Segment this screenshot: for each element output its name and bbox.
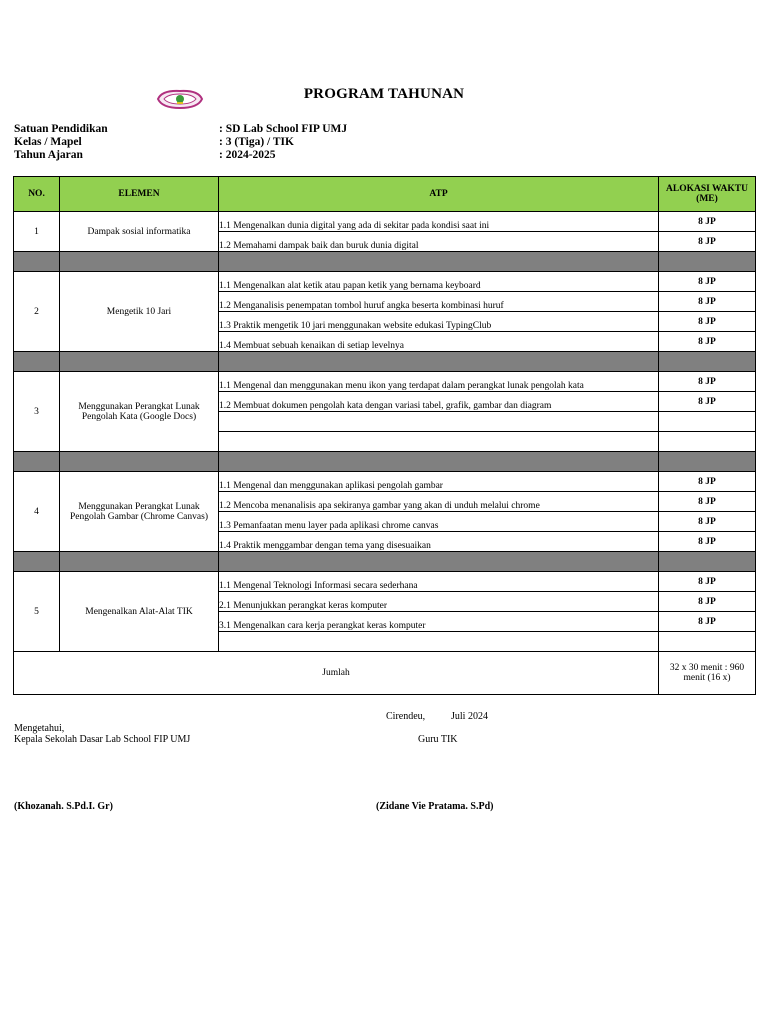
row-number: 4 [14, 472, 60, 552]
atp-cell: 1.4 Praktik menggambar dengan tema yang disesuaikan [219, 532, 659, 552]
atp-cell: 1.2 Mencoba menanalisis apa sekiranya gambar yang akan di unduh melalui chrome [219, 492, 659, 512]
elemen-cell: Menggunakan Perangkat Lunak Pengolah Kata (Google Docs) [60, 372, 219, 452]
header-atp: ATP [219, 177, 659, 212]
table-row [14, 572, 756, 592]
total-row [14, 652, 756, 695]
jp-cell: 8 JP [659, 332, 756, 352]
tahun-label: Tahun Ajaran [14, 149, 83, 161]
atp-cell: 1.1 Mengenalkan alat ketik atau papan ketik yang bernama keyboard [219, 272, 659, 292]
jp-cell: 8 JP [659, 512, 756, 532]
jp-cell: 8 JP [659, 592, 756, 612]
footer-place: Cirendeu, [386, 711, 426, 722]
separator-row [14, 552, 756, 572]
footer-guru-name: (Zidane Vie Pratama. S.Pd) [376, 801, 494, 812]
atp-cell [219, 632, 659, 652]
row-number: 1 [14, 212, 60, 252]
table-row [14, 372, 756, 392]
atp-cell: 1.1 Mengenalkan dunia digital yang ada di sekitar pada kondisi saat ini [219, 212, 659, 232]
total-label: Jumlah [14, 652, 659, 695]
table-row [14, 272, 756, 292]
separator-row [14, 352, 756, 372]
jp-cell: 8 JP [659, 232, 756, 252]
jp-cell: 8 JP [659, 372, 756, 392]
elemen-cell: Mengenalkan Alat-Alat TIK [60, 572, 219, 652]
jp-cell [659, 432, 756, 452]
separator-row [14, 452, 756, 472]
atp-cell: 1.2 Menganalisis penempatan tombol huruf angka beserta kombinasi huruf [219, 292, 659, 312]
atp-cell: 1.4 Membuat sebuah kenaikan di setiap levelnya [219, 332, 659, 352]
header-elemen: ELEMEN [60, 177, 219, 212]
header-no: NO. [14, 177, 60, 212]
separator-row [14, 252, 756, 272]
elemen-cell: Mengetik 10 Jari [60, 272, 219, 352]
atp-cell [219, 412, 659, 432]
atp-cell: 1.3 Pemanfaatan menu layer pada aplikasi chrome canvas [219, 512, 659, 532]
row-number: 5 [14, 572, 60, 652]
atp-cell: 1.2 Memahami dampak baik dan buruk dunia digital [219, 232, 659, 252]
footer-guru-title: Guru TIK [418, 734, 458, 745]
jp-cell [659, 632, 756, 652]
atp-cell: 3.1 Mengenalkan cara kerja perangkat keras komputer [219, 612, 659, 632]
jp-cell: 8 JP [659, 492, 756, 512]
atp-cell: 1.2 Membuat dokumen pengolah kata dengan variasi tabel, grafik, gambar dan diagram [219, 392, 659, 412]
atp-cell: 1.3 Praktik mengetik 10 jari menggunakan website edukasi TypingClub [219, 312, 659, 332]
atp-cell [219, 432, 659, 452]
jp-cell [659, 412, 756, 432]
total-value: 32 x 30 menit : 960 menit (16 x) [659, 652, 756, 695]
jp-cell: 8 JP [659, 612, 756, 632]
table-row [14, 212, 756, 232]
satuan-value: : SD Lab School FIP UMJ [219, 123, 348, 135]
kelas-label: Kelas / Mapel [14, 136, 82, 148]
footer-kepala-name: (Khozanah. S.Pd.I. Gr) [14, 801, 113, 812]
footer-mengetahui: Mengetahui, [14, 723, 65, 734]
jp-cell: 8 JP [659, 272, 756, 292]
row-number: 2 [14, 272, 60, 352]
program-table [13, 176, 756, 695]
table-row [14, 472, 756, 492]
table-header-row [14, 177, 756, 212]
elemen-cell: Menggunakan Perangkat Lunak Pengolah Gambar (Chrome Canvas) [60, 472, 219, 552]
atp-cell: 2.1 Menunjukkan perangkat keras komputer [219, 592, 659, 612]
header-alokasi: ALOKASI WAKTU (ME) [659, 177, 756, 212]
jp-cell: 8 JP [659, 572, 756, 592]
jp-cell: 8 JP [659, 212, 756, 232]
atp-cell: 1.1 Mengenal dan menggunakan aplikasi pengolah gambar [219, 472, 659, 492]
tahun-value: : 2024-2025 [219, 149, 276, 161]
jp-cell: 8 JP [659, 472, 756, 492]
row-number: 3 [14, 372, 60, 452]
atp-cell: 1.1 Mengenal dan menggunakan menu ikon yang terdapat dalam perangkat lunak pengolah kata [219, 372, 659, 392]
jp-cell: 8 JP [659, 392, 756, 412]
atp-cell: 1.1 Mengenal Teknologi Informasi secara sederhana [219, 572, 659, 592]
page-title: PROGRAM TAHUNAN [303, 86, 465, 102]
jp-cell: 8 JP [659, 532, 756, 552]
jp-cell: 8 JP [659, 312, 756, 332]
satuan-label: Satuan Pendidikan [14, 123, 108, 135]
footer-date: Juli 2024 [451, 711, 488, 722]
elemen-cell: Dampak sosial informatika [60, 212, 219, 252]
kelas-value: : 3 (Tiga) / TIK [219, 136, 294, 148]
jp-cell: 8 JP [659, 292, 756, 312]
footer-kepala-title: Kepala Sekolah Dasar Lab School FIP UMJ [14, 734, 191, 745]
